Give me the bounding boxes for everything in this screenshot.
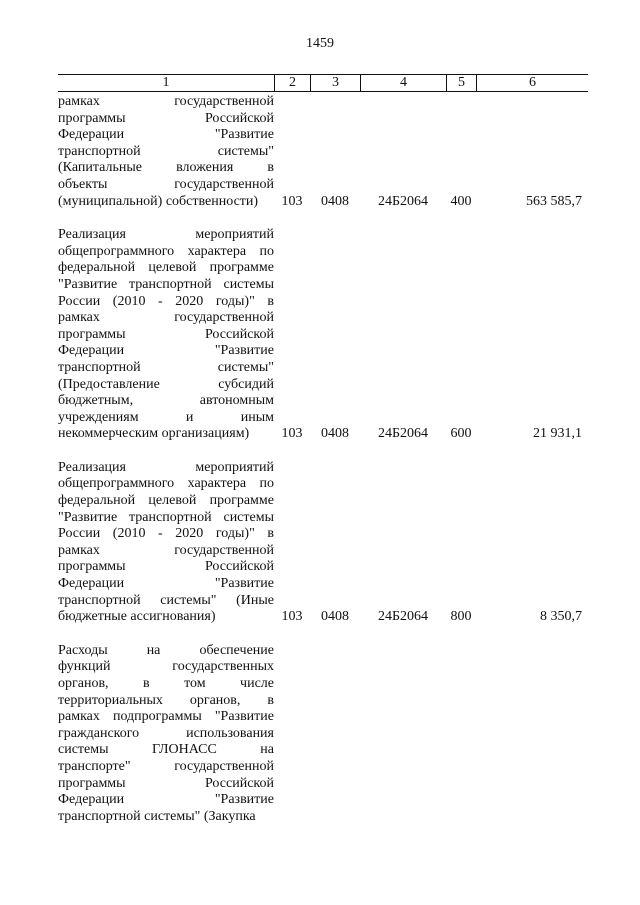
description-line: Реализация мероприятий	[58, 227, 274, 243]
description-line: территориальных органов, в	[58, 692, 274, 708]
table-row	[58, 94, 588, 210]
description-line: бюджетные ассигнования)	[58, 609, 216, 625]
table-row	[58, 643, 588, 826]
row-description	[58, 94, 274, 210]
description-line: "Развитие транспортной системы	[58, 509, 274, 525]
subsection-code: 0408	[321, 609, 349, 625]
amount: 563 585,7	[526, 193, 582, 209]
description-line: программы Российской	[58, 775, 274, 791]
description-line: функций государственных	[58, 659, 274, 675]
header-col-4: 4	[360, 75, 446, 91]
description-line: Федерации "Развитие	[58, 127, 274, 143]
description-line: органов, в том числе	[58, 676, 274, 691]
description-line: "Развитие транспортной системы	[58, 276, 274, 292]
expense-type-code: 600	[450, 426, 472, 442]
description-line: рамках подпрограммы "Развитие	[58, 709, 274, 725]
description-line: системы ГЛОНАСС на	[58, 742, 274, 758]
header-col-2: 2	[274, 75, 310, 91]
description-line: Реализация мероприятий	[58, 459, 274, 475]
header-col-3: 3	[310, 75, 360, 91]
description-line: России (2010 - 2020 годы)" в	[58, 293, 274, 309]
description-line: общепрограммного характера по	[58, 476, 274, 492]
description-line: бюджетным, автономным	[58, 393, 274, 409]
row-description	[58, 227, 274, 443]
section-code: 103	[281, 426, 303, 442]
description-line: федеральной целевой программе	[58, 493, 274, 509]
description-line: учреждениям и иным	[58, 409, 274, 425]
description-line: транспортной системы"	[58, 359, 274, 375]
header-col-5: 5	[446, 75, 476, 91]
table-body	[58, 94, 588, 825]
description-line: рамках государственной	[58, 310, 274, 326]
description-line: транспортной системы" (Закупка	[58, 808, 256, 824]
description-line: гражданского использования	[58, 725, 274, 741]
header-col-6: 6	[476, 75, 588, 91]
description-line: программы Российской	[58, 559, 274, 575]
description-line: программы Российской	[58, 326, 274, 342]
description-line: транспортной системы"	[58, 143, 274, 159]
section-code: 103	[281, 609, 303, 625]
table-row	[58, 460, 588, 626]
amount: 21 931,1	[533, 426, 582, 442]
header-col-1: 1	[162, 75, 170, 90]
description-line: программы Российской	[58, 110, 274, 126]
description-line: Расходы на обеспечение	[58, 642, 274, 658]
row-description	[58, 643, 274, 826]
description-line: Федерации "Развитие	[58, 792, 274, 808]
expense-type-code: 800	[450, 609, 472, 625]
page-number: 1459	[306, 36, 334, 51]
expense-type-code: 400	[450, 193, 472, 209]
description-line: (муниципальной) собственности)	[58, 193, 259, 209]
table-row	[58, 227, 588, 443]
description-line: транспорте" государственной	[58, 758, 274, 774]
target-article-code: 24Б2064	[377, 609, 429, 625]
target-article-code: 24Б2064	[377, 193, 429, 209]
description-line: рамках государственной	[58, 94, 274, 109]
section-code: 103	[281, 193, 303, 209]
description-line: России (2010 - 2020 годы)" в	[58, 526, 274, 542]
amount: 8 350,7	[540, 609, 582, 625]
description-line: некоммерческим организациям)	[58, 426, 250, 442]
description-line: федеральной целевой программе	[58, 260, 274, 276]
description-line: объекты государственной	[58, 176, 274, 192]
subsection-code: 0408	[321, 426, 349, 442]
description-line: рамках государственной	[58, 542, 274, 558]
row-description	[58, 460, 274, 626]
description-line: транспортной системы" (Иные	[58, 592, 274, 608]
table-header-row	[58, 74, 588, 92]
description-line: Федерации "Развитие	[58, 343, 274, 359]
description-line: общепрограммного характера по	[58, 243, 274, 259]
target-article-code: 24Б2064	[377, 426, 429, 442]
description-line: Федерации "Развитие	[58, 576, 274, 592]
description-line: (Предоставление субсидий	[58, 376, 274, 392]
description-line: (Капитальные вложения в	[58, 160, 274, 176]
subsection-code: 0408	[321, 193, 349, 209]
